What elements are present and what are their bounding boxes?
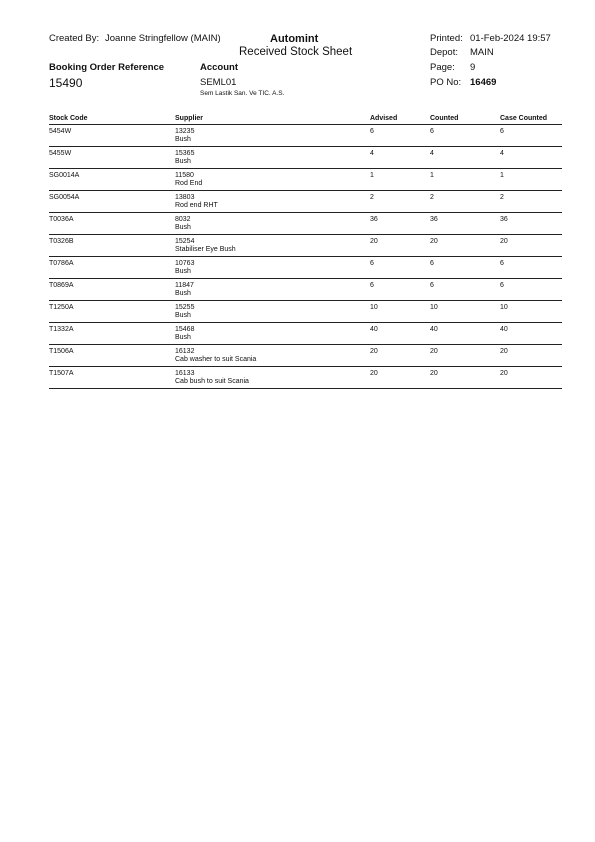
cell-case-counted: 20: [500, 238, 508, 245]
cell-case-counted: 1: [500, 172, 504, 179]
cell-supplier: 15468: [175, 326, 195, 333]
cell-stock-code: 5455W: [49, 150, 72, 157]
cell-case-counted: 2: [500, 194, 504, 201]
depot-value: MAIN: [470, 47, 494, 58]
cell-supplier: 15255: [175, 304, 195, 311]
cell-counted: 2: [430, 194, 434, 201]
sheet-title: Received Stock Sheet: [239, 46, 353, 58]
cell-advised: 1: [370, 172, 374, 179]
po-label: PO No:: [430, 77, 462, 88]
cell-supplier: 11580: [175, 172, 194, 179]
created-by-value: Joanne Stringfellow (MAIN): [105, 33, 221, 44]
cell-description: Bush: [175, 334, 191, 341]
col-case-counted: Case Counted: [500, 115, 548, 122]
cell-advised: 6: [370, 260, 374, 267]
row-rule: [49, 300, 562, 301]
cell-advised: 40: [370, 326, 378, 333]
cell-stock-code: T1250A: [49, 304, 74, 311]
cell-description: Cab washer to suit Scania: [175, 356, 257, 363]
cell-counted: 40: [430, 326, 438, 333]
account-label: Account: [200, 62, 238, 73]
cell-supplier: 13235: [175, 128, 195, 135]
cell-counted: 36: [430, 216, 438, 223]
cell-advised: 20: [370, 370, 378, 377]
cell-supplier: 16133: [175, 370, 195, 377]
cell-advised: 2: [370, 194, 374, 201]
row-rule: [49, 322, 562, 323]
cell-stock-code: T1507A: [49, 370, 74, 377]
row-rule: [49, 388, 562, 389]
cell-stock-code: T0869A: [49, 282, 74, 289]
cell-stock-code: 5454W: [49, 128, 72, 135]
cell-supplier: 8032: [175, 216, 191, 223]
cell-description: Bush: [175, 312, 191, 319]
cell-counted: 10: [430, 304, 438, 311]
cell-description: Bush: [175, 224, 191, 231]
cell-supplier: 16132: [175, 348, 195, 355]
row-rule: [49, 168, 562, 169]
printed-value: 01-Feb-2024 19:57: [470, 33, 551, 44]
cell-advised: 10: [370, 304, 378, 311]
cell-advised: 6: [370, 128, 374, 135]
printed-label: Printed:: [430, 33, 463, 44]
cell-counted: 4: [430, 150, 434, 157]
depot-label: Depot:: [430, 47, 458, 58]
cell-counted: 1: [430, 172, 434, 179]
col-counted: Counted: [430, 115, 459, 122]
cell-case-counted: 4: [500, 150, 504, 157]
booking-ref-label: Booking Order Reference: [49, 62, 165, 73]
cell-description: Rod End: [175, 180, 203, 187]
cell-stock-code: SG0014A: [49, 172, 80, 179]
cell-advised: 4: [370, 150, 374, 157]
row-rule: [49, 212, 562, 213]
cell-description: Bush: [175, 290, 191, 297]
col-advised: Advised: [370, 115, 398, 122]
company-name: Automint: [270, 33, 319, 45]
row-rule: [49, 190, 562, 191]
cell-stock-code: T0326B: [49, 238, 74, 245]
cell-advised: 20: [370, 348, 378, 355]
created-by-label: Created By:: [49, 33, 100, 44]
cell-description: Bush: [175, 268, 191, 275]
row-rule: [49, 366, 562, 367]
cell-case-counted: 20: [500, 370, 508, 377]
row-rule: [49, 278, 562, 279]
cell-case-counted: 6: [500, 282, 504, 289]
cell-case-counted: 20: [500, 348, 508, 355]
booking-ref-value: 15490: [49, 76, 83, 90]
cell-case-counted: 6: [500, 260, 504, 267]
cell-stock-code: T1506A: [49, 348, 74, 355]
cell-stock-code: SG0054A: [49, 194, 80, 201]
cell-supplier: 11847: [175, 282, 194, 289]
cell-stock-code: T0786A: [49, 260, 74, 267]
cell-case-counted: 40: [500, 326, 508, 333]
cell-counted: 6: [430, 282, 434, 289]
cell-description: Rod end RHT: [175, 202, 218, 209]
col-stock-code: Stock Code: [49, 115, 88, 122]
row-rule: [49, 344, 562, 345]
cell-advised: 6: [370, 282, 374, 289]
cell-counted: 20: [430, 370, 438, 377]
cell-supplier: 15365: [175, 150, 195, 157]
row-rule: [49, 234, 562, 235]
header-rule: [49, 124, 562, 125]
cell-counted: 6: [430, 260, 434, 267]
cell-supplier: 10763: [175, 260, 195, 267]
cell-description: Bush: [175, 158, 191, 165]
account-name: Sem Lastik San. Ve TIC. A.S.: [200, 90, 285, 97]
row-rule: [49, 256, 562, 257]
po-value: 16469: [470, 77, 497, 88]
cell-counted: 6: [430, 128, 434, 135]
cell-supplier: 13803: [175, 194, 195, 201]
cell-supplier: 15254: [175, 238, 195, 245]
cell-description: Bush: [175, 136, 191, 143]
col-supplier: Supplier: [175, 115, 204, 122]
cell-case-counted: 36: [500, 216, 508, 223]
cell-advised: 20: [370, 238, 378, 245]
cell-advised: 36: [370, 216, 378, 223]
cell-counted: 20: [430, 348, 438, 355]
cell-case-counted: 10: [500, 304, 508, 311]
page-value: 9: [470, 62, 476, 73]
cell-description: Stabiliser Eye Bush: [175, 246, 236, 253]
cell-counted: 20: [430, 238, 438, 245]
cell-stock-code: T0036A: [49, 216, 74, 223]
page-label: Page:: [430, 62, 455, 73]
account-value: SEML01: [200, 77, 237, 88]
row-rule: [49, 146, 562, 147]
cell-stock-code: T1332A: [49, 326, 74, 333]
cell-case-counted: 6: [500, 128, 504, 135]
cell-description: Cab bush to suit Scania: [175, 378, 249, 385]
